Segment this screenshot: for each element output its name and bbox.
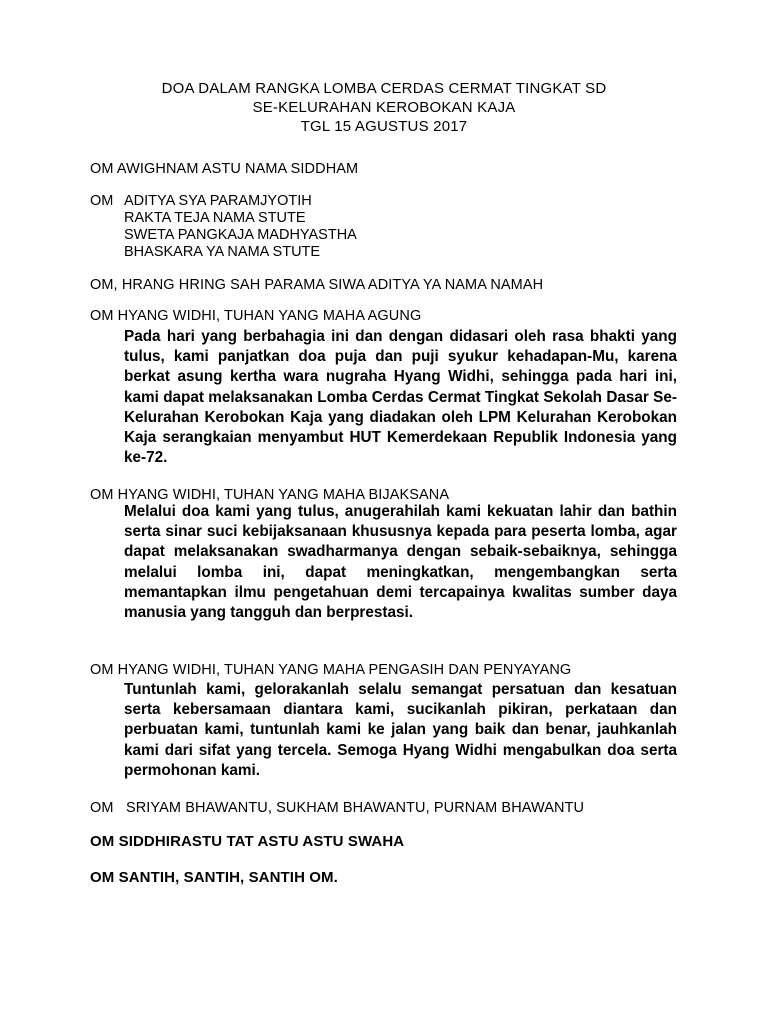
opening-mantra: OM AWIGHNAM ASTU NAMA SIDDHAM: [90, 161, 359, 177]
section-heading: OM HYANG WIDHI, TUHAN YANG MAHA AGUNG: [90, 308, 422, 324]
section-heading: OM HYANG WIDHI, TUHAN YANG MAHA BIJAKSANA: [90, 487, 450, 503]
section-heading: OM HYANG WIDHI, TUHAN YANG MAHA PENGASIH DAN PENYAYANG: [90, 662, 572, 678]
mantra-line: ADITYA SYA PARAMJYOTIH: [124, 193, 312, 209]
closing-mantra-1: OM SIDDHIRASTU TAT ASTU ASTU SWAHA: [90, 833, 405, 850]
paragraph-text: Pada hari yang berbahagia ini dan dengan didasari oleh rasa bhakti yang tulus, kami panjatkan doa puja dan puji syukur kehadapan-Mu, karena berkat asung kertha wara nugraha Hyang Widhi, sehingga pada hari ini, kami dapat melaksanakan Lomba Cerdas Cermat Tingkat Sekolah Dasar Se-Kelurahan Kerobokan Kaja yang diadakan oleh LPM Kelurahan Kerobokan Kaja serangkaian menyambut HUT Kemerdekaan Republik Indonesia yang ke-72.: [124, 328, 677, 467]
paragraph-text: Tuntunlah kami, gelorakanlah selalu semangat persatuan dan kesatuan serta kebersamaan diantara kami, sucikanlah pikiran, perkataan dan perbuatan kami, tuntunlah kami ke jalan yang baik dan benar, jauhkanlah kami dari sifat yang tercela. Semoga Hyang Widhi mengabulkan doa serta permohonan kami.: [124, 681, 677, 779]
title-line-2: SE-KELURAHAN KEROBOKAN KAJA: [252, 99, 516, 116]
title-line-3: TGL 15 AGUSTUS 2017: [300, 118, 468, 135]
section-paragraph: [124, 680, 677, 781]
mantra-line: BHASKARA YA NAMA STUTE: [124, 244, 321, 260]
hrang-mantra: OM, HRANG HRING SAH PARAMA SIWA ADITYA YA NAMA NAMAH: [90, 277, 544, 293]
sriyam-mantra: OM SRIYAM BHAWANTU, SUKHAM BHAWANTU, PURNAM BHAWANTU: [90, 800, 585, 816]
section-paragraph: [124, 502, 677, 623]
paragraph-text: Melalui doa kami yang tulus, anugerahilah kami kekuatan lahir dan bathin serta sinar suci kebijaksanaan khususnya kepada para peserta lomba, agar dapat melaksanakan swadharmanya dengan sebaik-sebaiknya, sehingga melalui lomba ini, dapat meningkatkan, mengembangkan serta memantapkan ilmu pengetahuan demi tercapainya kwalitas sumber daya manusia yang tangguh dan berprestasi.: [124, 503, 677, 622]
document-title: [0, 79, 768, 136]
mantra-line: RAKTA TEJA NAMA STUTE: [124, 210, 306, 226]
aditya-mantra: [90, 193, 357, 261]
mantra-line: SWETA PANGKAJA MADHYASTHA: [124, 227, 357, 243]
section-paragraph: [124, 327, 677, 468]
title-line-1: DOA DALAM RANGKA LOMBA CERDAS CERMAT TINGKAT SD: [161, 80, 607, 97]
mantra-prefix: OM: [90, 193, 114, 209]
closing-mantra-2: OM SANTIH, SANTIH, SANTIH OM.: [90, 869, 338, 886]
